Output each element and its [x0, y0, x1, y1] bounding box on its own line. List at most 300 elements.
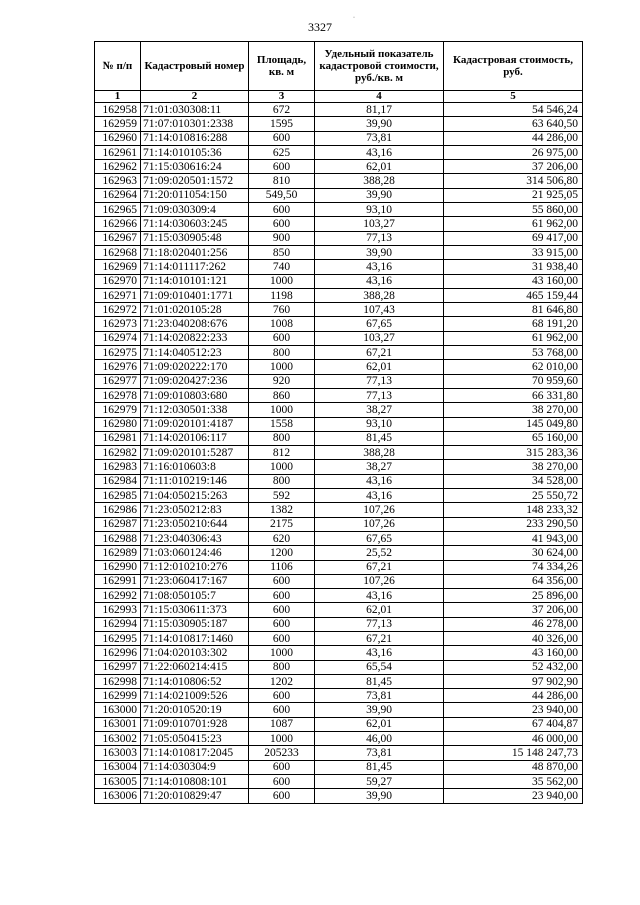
area-value: 900 — [249, 231, 315, 245]
cadastral-number: 71:14:010817:1460 — [141, 631, 249, 645]
row-number: 162982 — [95, 446, 141, 460]
table-row — [95, 388, 583, 402]
cadastral-cost: 25 896,00 — [444, 589, 583, 603]
specific-value: 388,28 — [315, 446, 444, 460]
header-number: № п/п — [95, 42, 141, 91]
column-number: 4 — [315, 91, 444, 103]
cadastral-cost: 55 860,00 — [444, 203, 583, 217]
cadastral-cost: 35 562,00 — [444, 774, 583, 788]
row-number: 162981 — [95, 431, 141, 445]
table-row — [95, 746, 583, 760]
table-row — [95, 160, 583, 174]
specific-value: 81,45 — [315, 674, 444, 688]
cadastral-cost: 315 283,36 — [444, 446, 583, 460]
table-row — [95, 145, 583, 159]
specific-value: 81,45 — [315, 431, 444, 445]
cadastral-cost: 43 160,00 — [444, 274, 583, 288]
cadastral-number: 71:09:030309:4 — [141, 203, 249, 217]
cadastral-number: 71:04:050215:263 — [141, 489, 249, 503]
cadastral-cost: 62 010,00 — [444, 360, 583, 374]
table-row — [95, 517, 583, 531]
area-value: 1000 — [249, 403, 315, 417]
area-value: 760 — [249, 303, 315, 317]
cadastral-cost: 66 331,80 — [444, 388, 583, 402]
area-value: 600 — [249, 689, 315, 703]
cadastral-cost: 23 940,00 — [444, 789, 583, 803]
cadastral-cost: 97 902,90 — [444, 674, 583, 688]
table-row — [95, 646, 583, 660]
cadastral-number: 71:07:010301:2338 — [141, 117, 249, 131]
cadastral-cost: 81 646,80 — [444, 303, 583, 317]
table-row — [95, 546, 583, 560]
row-number: 163006 — [95, 789, 141, 803]
cadastral-number: 71:15:030611:373 — [141, 603, 249, 617]
area-value: 1087 — [249, 717, 315, 731]
cadastral-table — [94, 41, 583, 804]
row-number: 162959 — [95, 117, 141, 131]
specific-value: 73,81 — [315, 131, 444, 145]
table-row — [95, 417, 583, 431]
column-number-row — [95, 91, 583, 103]
row-number: 162988 — [95, 531, 141, 545]
cadastral-number: 71:14:010817:2045 — [141, 746, 249, 760]
specific-value: 77,13 — [315, 231, 444, 245]
cadastral-cost: 67 404,87 — [444, 717, 583, 731]
cadastral-number: 71:09:010401:1771 — [141, 288, 249, 302]
area-value: 600 — [249, 589, 315, 603]
specific-value: 62,01 — [315, 360, 444, 374]
area-value: 592 — [249, 489, 315, 503]
area-value: 600 — [249, 217, 315, 231]
cadastral-number: 71:20:011054:150 — [141, 188, 249, 202]
cadastral-number: 71:23:040306:43 — [141, 531, 249, 545]
table-row — [95, 260, 583, 274]
area-value: 800 — [249, 431, 315, 445]
cadastral-cost: 53 768,00 — [444, 346, 583, 360]
table-row — [95, 774, 583, 788]
specific-value: 62,01 — [315, 160, 444, 174]
table-row — [95, 460, 583, 474]
table-row — [95, 789, 583, 803]
cadastral-number: 71:12:010210:276 — [141, 560, 249, 574]
table-row — [95, 574, 583, 588]
specific-value: 43,16 — [315, 274, 444, 288]
specific-value: 107,26 — [315, 517, 444, 531]
area-value: 1000 — [249, 274, 315, 288]
area-value: 810 — [249, 174, 315, 188]
area-value: 625 — [249, 145, 315, 159]
cadastral-cost: 70 959,60 — [444, 374, 583, 388]
area-value: 1595 — [249, 117, 315, 131]
cadastral-number: 71:08:050105:7 — [141, 589, 249, 603]
specific-value: 388,28 — [315, 288, 444, 302]
specific-value: 62,01 — [315, 603, 444, 617]
page-number: 3327 — [308, 20, 332, 34]
cadastral-number: 71:09:010803:680 — [141, 388, 249, 402]
row-number: 163000 — [95, 703, 141, 717]
cadastral-number: 71:14:021009:526 — [141, 689, 249, 703]
area-value: 1106 — [249, 560, 315, 574]
row-number: 162990 — [95, 560, 141, 574]
row-number: 162965 — [95, 203, 141, 217]
area-value: 1200 — [249, 546, 315, 560]
row-number: 163002 — [95, 732, 141, 746]
row-number: 162999 — [95, 689, 141, 703]
specific-value: 39,90 — [315, 703, 444, 717]
area-value: 860 — [249, 388, 315, 402]
specific-value: 77,13 — [315, 374, 444, 388]
row-number: 163005 — [95, 774, 141, 788]
area-value: 1382 — [249, 503, 315, 517]
specific-value: 93,10 — [315, 203, 444, 217]
row-number: 163004 — [95, 760, 141, 774]
column-number: 2 — [141, 91, 249, 103]
specific-value: 65,54 — [315, 660, 444, 674]
cadastral-cost: 31 938,40 — [444, 260, 583, 274]
cadastral-number: 71:01:030308:11 — [141, 103, 249, 117]
column-number: 1 — [95, 91, 141, 103]
area-value: 600 — [249, 574, 315, 588]
cadastral-number: 71:14:030603:245 — [141, 217, 249, 231]
cadastral-cost: 61 962,00 — [444, 217, 583, 231]
row-number: 162976 — [95, 360, 141, 374]
area-value: 600 — [249, 631, 315, 645]
cadastral-number: 71:18:020401:256 — [141, 245, 249, 259]
cadastral-cost: 148 233,32 — [444, 503, 583, 517]
table-row — [95, 474, 583, 488]
cadastral-cost: 21 925,05 — [444, 188, 583, 202]
cadastral-cost: 26 975,00 — [444, 145, 583, 159]
specific-value: 73,81 — [315, 689, 444, 703]
row-number: 162996 — [95, 646, 141, 660]
cadastral-number: 71:14:010105:36 — [141, 145, 249, 159]
row-number: 162991 — [95, 574, 141, 588]
cadastral-cost: 46 278,00 — [444, 617, 583, 631]
cadastral-number: 71:22:060214:415 — [141, 660, 249, 674]
table-row — [95, 346, 583, 360]
header-specific-value: Удельный показатель кадастровой стоимости, руб./кв. м — [315, 42, 444, 91]
table-row — [95, 689, 583, 703]
area-value: 1008 — [249, 317, 315, 331]
cadastral-cost: 65 160,00 — [444, 431, 583, 445]
row-number: 162968 — [95, 245, 141, 259]
table-row — [95, 203, 583, 217]
specific-value: 388,28 — [315, 174, 444, 188]
area-value: 850 — [249, 245, 315, 259]
cadastral-number: 71:20:010829:47 — [141, 789, 249, 803]
area-value: 1000 — [249, 460, 315, 474]
row-number: 162960 — [95, 131, 141, 145]
row-number: 163003 — [95, 746, 141, 760]
header-cadastral-number: Кадастровый номер — [141, 42, 249, 91]
cadastral-number: 71:23:050212:83 — [141, 503, 249, 517]
area-value: 800 — [249, 346, 315, 360]
row-number: 162958 — [95, 103, 141, 117]
row-number: 162980 — [95, 417, 141, 431]
row-number: 162962 — [95, 160, 141, 174]
header-cadastral-cost: Кадастровая стоимость, руб. — [444, 42, 583, 91]
specific-value: 81,45 — [315, 760, 444, 774]
cadastral-number: 71:09:020101:5287 — [141, 446, 249, 460]
specific-value: 73,81 — [315, 746, 444, 760]
area-value: 740 — [249, 260, 315, 274]
area-value: 812 — [249, 446, 315, 460]
specific-value: 62,01 — [315, 717, 444, 731]
row-number: 162995 — [95, 631, 141, 645]
specific-value: 67,21 — [315, 631, 444, 645]
row-number: 162970 — [95, 274, 141, 288]
cadastral-cost: 465 159,44 — [444, 288, 583, 302]
specific-value: 39,90 — [315, 117, 444, 131]
table-row — [95, 531, 583, 545]
specific-value: 43,16 — [315, 474, 444, 488]
area-value: 1000 — [249, 732, 315, 746]
area-value: 800 — [249, 474, 315, 488]
cadastral-cost: 233 290,50 — [444, 517, 583, 531]
specific-value: 38,27 — [315, 460, 444, 474]
row-number: 162983 — [95, 460, 141, 474]
area-value: 600 — [249, 131, 315, 145]
cadastral-number: 71:15:030616:24 — [141, 160, 249, 174]
row-number: 162967 — [95, 231, 141, 245]
table-row — [95, 717, 583, 731]
cadastral-number: 71:20:010520:19 — [141, 703, 249, 717]
row-number: 162966 — [95, 217, 141, 231]
table-row — [95, 217, 583, 231]
table-row — [95, 374, 583, 388]
specific-value: 67,21 — [315, 560, 444, 574]
cadastral-cost: 69 417,00 — [444, 231, 583, 245]
area-value: 600 — [249, 617, 315, 631]
row-number: 162997 — [95, 660, 141, 674]
table-row — [95, 732, 583, 746]
row-number: 162971 — [95, 288, 141, 302]
cadastral-number: 71:14:020822:233 — [141, 331, 249, 345]
cadastral-number: 71:03:060124:46 — [141, 546, 249, 560]
row-number: 162961 — [95, 145, 141, 159]
row-number: 162973 — [95, 317, 141, 331]
specific-value: 67,65 — [315, 317, 444, 331]
cadastral-number: 71:23:050210:644 — [141, 517, 249, 531]
table-row — [95, 317, 583, 331]
table-row — [95, 446, 583, 460]
row-number: 162987 — [95, 517, 141, 531]
cadastral-number: 71:01:020105:28 — [141, 303, 249, 317]
row-number: 162963 — [95, 174, 141, 188]
specific-value: 39,90 — [315, 789, 444, 803]
specific-value: 39,90 — [315, 245, 444, 259]
table-row — [95, 589, 583, 603]
table-row — [95, 403, 583, 417]
area-value: 600 — [249, 789, 315, 803]
specific-value: 107,43 — [315, 303, 444, 317]
cadastral-cost: 64 356,00 — [444, 574, 583, 588]
cadastral-number: 71:09:020222:170 — [141, 360, 249, 374]
table-row — [95, 603, 583, 617]
table-row — [95, 674, 583, 688]
specific-value: 93,10 — [315, 417, 444, 431]
specific-value: 25,52 — [315, 546, 444, 560]
area-value: 600 — [249, 203, 315, 217]
cadastral-number: 71:05:050415:23 — [141, 732, 249, 746]
table-row — [95, 631, 583, 645]
table-row — [95, 760, 583, 774]
table-row — [95, 617, 583, 631]
cadastral-cost: 43 160,00 — [444, 646, 583, 660]
row-number: 162994 — [95, 617, 141, 631]
cadastral-number: 71:09:020427:236 — [141, 374, 249, 388]
area-value: 600 — [249, 331, 315, 345]
specific-value: 103,27 — [315, 331, 444, 345]
specific-value: 81,17 — [315, 103, 444, 117]
cadastral-number: 71:09:020101:4187 — [141, 417, 249, 431]
cadastral-number: 71:12:030501:338 — [141, 403, 249, 417]
cadastral-cost: 37 206,00 — [444, 603, 583, 617]
cadastral-cost: 68 191,20 — [444, 317, 583, 331]
row-number: 162985 — [95, 489, 141, 503]
cadastral-cost: 46 000,00 — [444, 732, 583, 746]
table-row — [95, 103, 583, 117]
area-value: 600 — [249, 160, 315, 174]
area-value: 600 — [249, 760, 315, 774]
cadastral-number: 71:14:010101:121 — [141, 274, 249, 288]
area-value: 600 — [249, 603, 315, 617]
table-row — [95, 331, 583, 345]
area-value: 2175 — [249, 517, 315, 531]
cadastral-cost: 40 326,00 — [444, 631, 583, 645]
table-row — [95, 503, 583, 517]
cadastral-cost: 145 049,80 — [444, 417, 583, 431]
cadastral-number: 71:14:030304:9 — [141, 760, 249, 774]
table-row — [95, 560, 583, 574]
column-number: 3 — [249, 91, 315, 103]
specific-value: 43,16 — [315, 589, 444, 603]
area-value: 549,50 — [249, 188, 315, 202]
cadastral-number: 71:04:020103:302 — [141, 646, 249, 660]
row-number: 162972 — [95, 303, 141, 317]
cadastral-cost: 61 962,00 — [444, 331, 583, 345]
specific-value: 59,27 — [315, 774, 444, 788]
table-row — [95, 231, 583, 245]
row-number: 162989 — [95, 546, 141, 560]
table-row — [95, 131, 583, 145]
cadastral-number: 71:09:010701:928 — [141, 717, 249, 731]
cadastral-cost: 34 528,00 — [444, 474, 583, 488]
specific-value: 107,26 — [315, 503, 444, 517]
area-value: 600 — [249, 703, 315, 717]
area-value: 1000 — [249, 646, 315, 660]
row-number: 162998 — [95, 674, 141, 688]
cadastral-cost: 33 915,00 — [444, 245, 583, 259]
table-row — [95, 274, 583, 288]
table-row — [95, 117, 583, 131]
cadastral-number: 71:14:020106:117 — [141, 431, 249, 445]
table-row — [95, 360, 583, 374]
area-value: 920 — [249, 374, 315, 388]
cadastral-cost: 37 206,00 — [444, 160, 583, 174]
area-value: 1198 — [249, 288, 315, 302]
cadastral-cost: 54 546,24 — [444, 103, 583, 117]
specific-value: 77,13 — [315, 388, 444, 402]
top-mark: · — [353, 15, 355, 21]
area-value: 1202 — [249, 674, 315, 688]
row-number: 162977 — [95, 374, 141, 388]
cadastral-cost: 25 550,72 — [444, 489, 583, 503]
header-area: Площадь, кв. м — [249, 42, 315, 91]
column-number: 5 — [444, 91, 583, 103]
cadastral-cost: 52 432,00 — [444, 660, 583, 674]
specific-value: 77,13 — [315, 617, 444, 631]
table-row — [95, 245, 583, 259]
cadastral-number: 71:15:030905:187 — [141, 617, 249, 631]
area-value: 620 — [249, 531, 315, 545]
table-row — [95, 174, 583, 188]
specific-value: 43,16 — [315, 145, 444, 159]
specific-value: 43,16 — [315, 646, 444, 660]
row-number: 162969 — [95, 260, 141, 274]
cadastral-cost: 74 334,26 — [444, 560, 583, 574]
cadastral-cost: 44 286,00 — [444, 689, 583, 703]
cadastral-cost: 15 148 247,73 — [444, 746, 583, 760]
cadastral-number: 71:14:010806:52 — [141, 674, 249, 688]
table-row — [95, 703, 583, 717]
area-value: 1000 — [249, 360, 315, 374]
cadastral-cost: 63 640,50 — [444, 117, 583, 131]
cadastral-number: 71:14:010816:288 — [141, 131, 249, 145]
cadastral-number: 71:14:011117:262 — [141, 260, 249, 274]
cadastral-cost: 48 870,00 — [444, 760, 583, 774]
cadastral-number: 71:23:060417:167 — [141, 574, 249, 588]
cadastral-cost: 30 624,00 — [444, 546, 583, 560]
table-row — [95, 431, 583, 445]
table-row — [95, 288, 583, 302]
specific-value: 107,26 — [315, 574, 444, 588]
table-row — [95, 303, 583, 317]
row-number: 162993 — [95, 603, 141, 617]
specific-value: 43,16 — [315, 489, 444, 503]
row-number: 162978 — [95, 388, 141, 402]
specific-value: 39,90 — [315, 188, 444, 202]
cadastral-number: 71:23:040208:676 — [141, 317, 249, 331]
table-row — [95, 489, 583, 503]
cadastral-number: 71:14:040512:23 — [141, 346, 249, 360]
row-number: 162964 — [95, 188, 141, 202]
cadastral-number: 71:15:030905:48 — [141, 231, 249, 245]
cadastral-cost: 41 943,00 — [444, 531, 583, 545]
specific-value: 46,00 — [315, 732, 444, 746]
row-number: 162986 — [95, 503, 141, 517]
row-number: 162979 — [95, 403, 141, 417]
cadastral-number: 71:09:020501:1572 — [141, 174, 249, 188]
specific-value: 67,65 — [315, 531, 444, 545]
area-value: 205233 — [249, 746, 315, 760]
row-number: 162975 — [95, 346, 141, 360]
area-value: 1558 — [249, 417, 315, 431]
cadastral-cost: 314 506,80 — [444, 174, 583, 188]
cadastral-cost: 38 270,00 — [444, 403, 583, 417]
row-number: 162974 — [95, 331, 141, 345]
cadastral-number: 71:14:010808:101 — [141, 774, 249, 788]
table-row — [95, 660, 583, 674]
table-row — [95, 188, 583, 202]
header-row — [95, 42, 583, 91]
specific-value: 103,27 — [315, 217, 444, 231]
cadastral-cost: 38 270,00 — [444, 460, 583, 474]
specific-value: 38,27 — [315, 403, 444, 417]
specific-value: 43,16 — [315, 260, 444, 274]
row-number: 163001 — [95, 717, 141, 731]
cadastral-cost: 23 940,00 — [444, 703, 583, 717]
